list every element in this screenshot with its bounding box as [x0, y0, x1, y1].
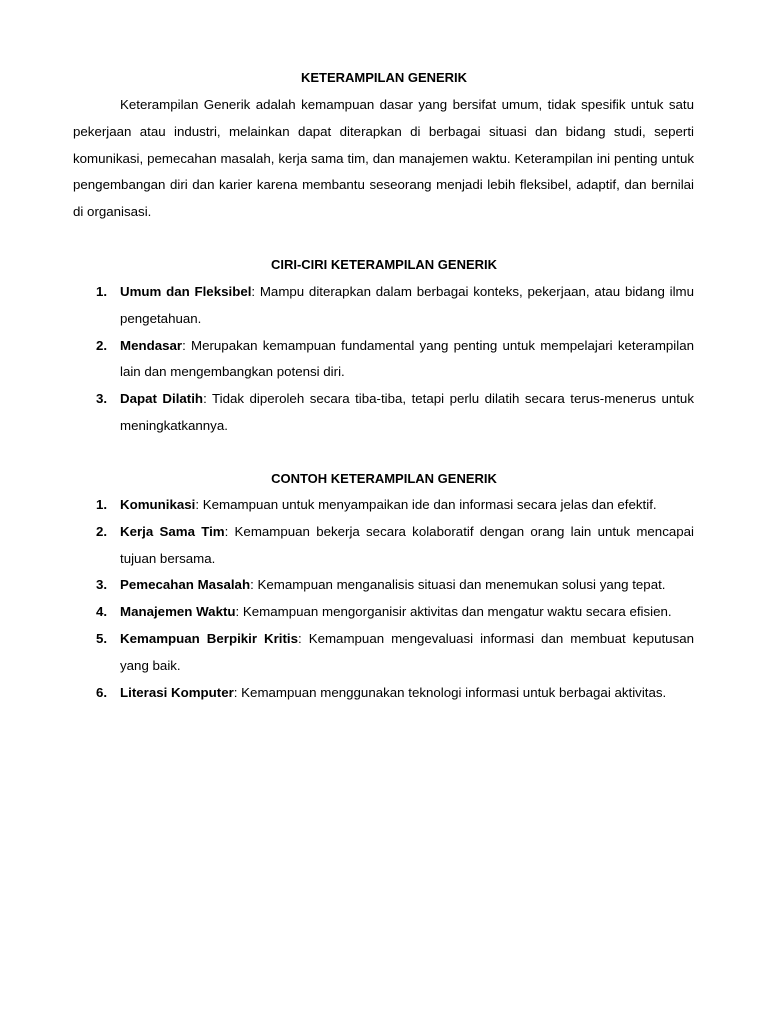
contoh-list: [73, 492, 694, 706]
list-item-number: 5.: [96, 630, 108, 646]
list-item-description: : Kemampuan mengorganisir aktivitas dan mengatur waktu secara efisien.: [235, 604, 672, 620]
list-item: [73, 492, 694, 519]
list-item-term: Mendasar: [120, 337, 183, 353]
document-title: KETERAMPILAN GENERIK: [300, 70, 468, 85]
list-item-description: : Kemampuan menganalisis situasi dan menemukan solusi yang tepat.: [250, 577, 666, 593]
list-item-number: 3.: [96, 391, 108, 407]
list-item-description: : Tidak diperoleh secara tiba-tiba, tetapi perlu dilatih secara terus-menerus untuk meningkatkannya.: [120, 391, 694, 433]
list-item-number: 1.: [96, 497, 108, 512]
list-item: [73, 599, 694, 626]
list-item-number: 3.: [96, 577, 108, 593]
list-item-description: : Kemampuan menggunakan teknologi informasi untuk berbagai aktivitas.: [233, 684, 667, 700]
section-title-ciri: CIRI-CIRI KETERAMPILAN GENERIK: [270, 257, 498, 272]
list-item-description: : Kemampuan untuk menyampaikan ide dan informasi secara jelas dan efektif.: [195, 497, 657, 512]
list-item: [73, 386, 694, 440]
list-item-description: : Kemampuan mengevaluasi informasi dan membuat keputusan yang baik.: [120, 630, 695, 673]
list-item-term: Kemampuan Berpikir Kritis: [120, 630, 299, 646]
intro-paragraph: Keterampilan Generik adalah kemampuan dasar yang bersifat umum, tidak spesifik untuk satu pekerjaan atau industri, melainkan dapat diterapkan di berbagai situasi dan bidang studi, seperti komunikasi, pemecahan masalah, kerja sama tim, dan manajemen waktu. Keterampilan ini penting untuk pengembangan diri dan karier karena membantu seseorang menjadi lebih fleksibel, adaptif, dan bernilai di organisasi.: [73, 97, 694, 220]
list-item-term: Pemecahan Masalah: [120, 577, 251, 593]
list-item-term: Manajemen Waktu: [120, 604, 236, 620]
list-item-description: : Mampu diterapkan dalam berbagai konteks, pekerjaan, atau bidang ilmu pengetahuan.: [120, 284, 694, 326]
list-item-number: 2.: [96, 523, 108, 539]
list-item: [73, 572, 694, 599]
list-item: [73, 680, 694, 707]
list-item-term: Kerja Sama Tim: [120, 523, 225, 539]
list-item: [73, 519, 694, 573]
list-item: [73, 279, 694, 333]
list-item-description: : Merupakan kemampuan fundamental yang penting untuk mempelajari keterampilan lain dan mengembangkan potensi diri.: [120, 337, 694, 380]
list-item-description: : Kemampuan bekerja secara kolaboratif dengan orang lain untuk mencapai tujuan bersama.: [120, 523, 694, 566]
list-item-number: 2.: [96, 337, 108, 353]
list-item-number: 6.: [96, 684, 108, 700]
list-item-number: 1.: [96, 284, 108, 299]
list-item-term: Umum dan Fleksibel: [120, 284, 252, 299]
list-item-term: Komunikasi: [120, 497, 196, 512]
list-item-term: Dapat Dilatih: [120, 391, 204, 407]
section-title-contoh: CONTOH KETERAMPILAN GENERIK: [271, 471, 497, 486]
list-item: [73, 626, 694, 680]
list-item-term: Literasi Komputer: [120, 684, 234, 700]
list-item-number: 4.: [96, 604, 108, 620]
list-item: [73, 333, 694, 387]
ciri-list: [73, 279, 694, 440]
